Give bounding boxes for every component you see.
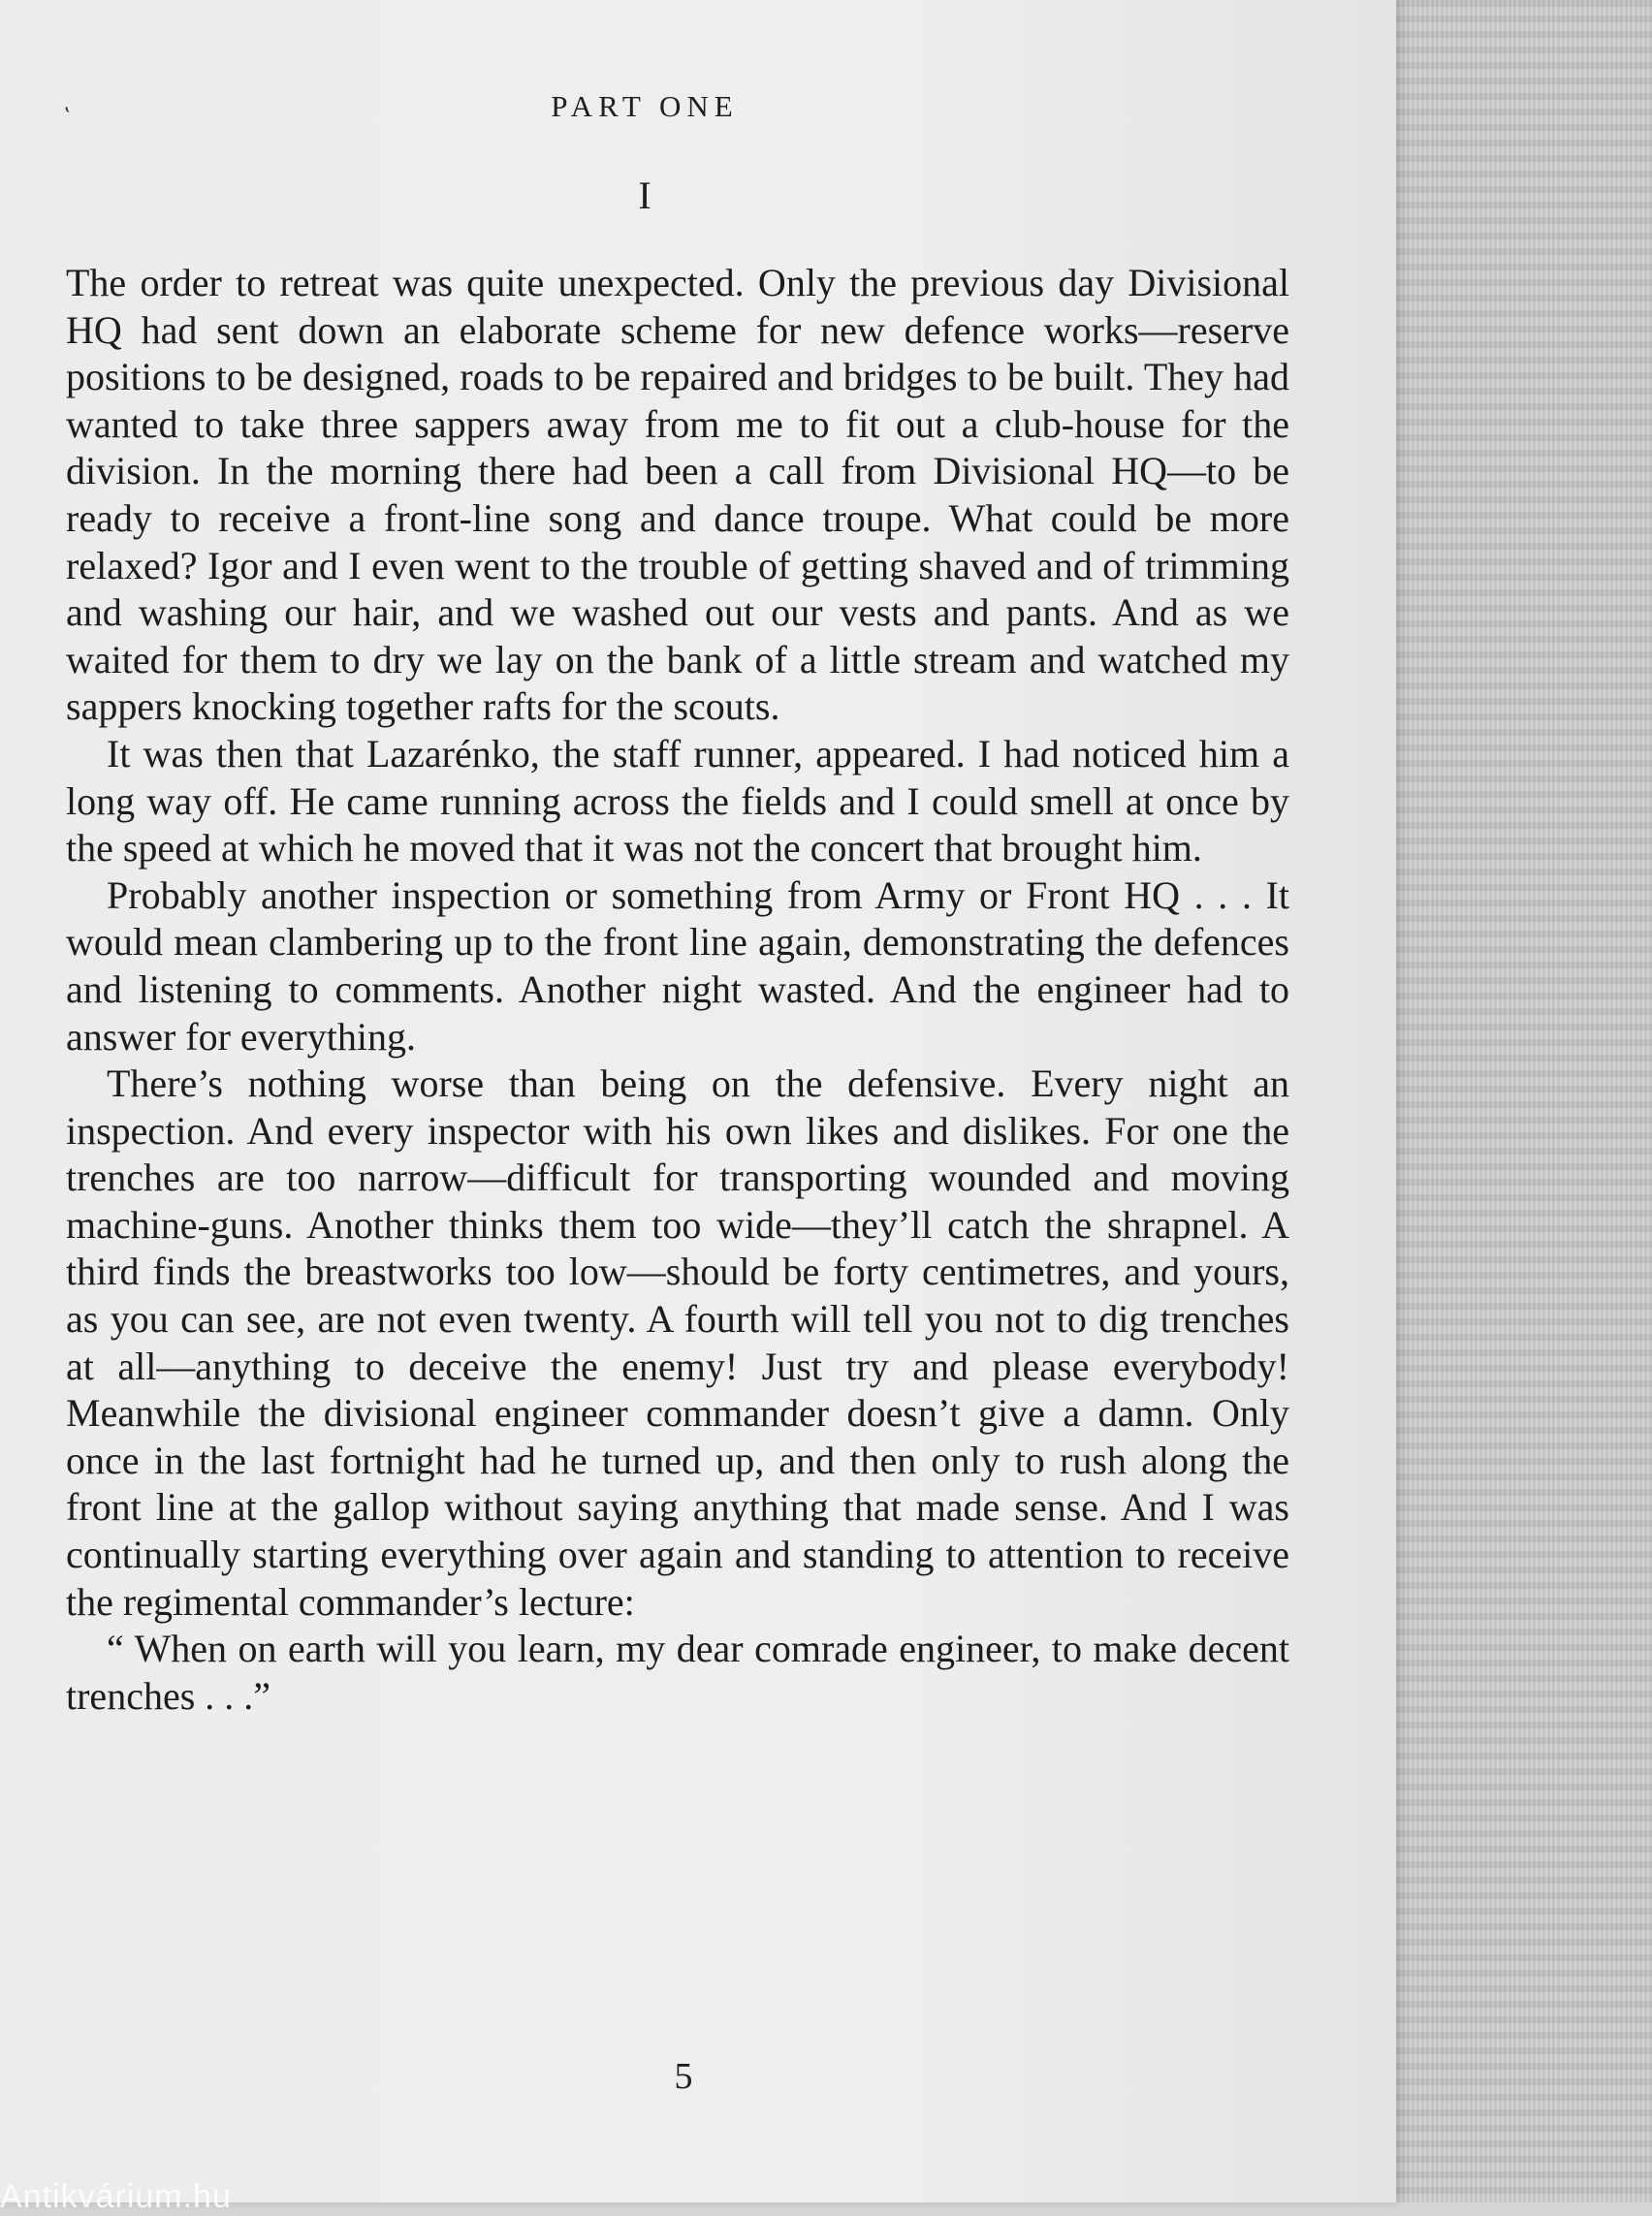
running-head: PART ONE bbox=[551, 89, 739, 123]
paragraph-4: There’s nothing worse than being on the defensive. Every night an inspection. And every inspector with his own likes and dislikes. For one the trenches are too narrow—difficult for transporting wounded and moving machine-guns. Another thinks them too wide—they’ll catch the shrapnel. A third finds the breastworks too low—should be forty centimetres, and yours, as you can see, are not even twenty. A fourth will tell you not to dig trenches at all—anything to deceive the enemy! Just try and please everybody! Meanwhile the divisional engineer commander doesn’t give a damn. Only once in the last fortnight had he turned up, and then only to rush along the front line at the gallop without saying anything that made sense. And I was continually starting everything over again and standing to attention to receive the regimental commander’s lecture: bbox=[66, 1061, 1289, 1624]
paragraph-2: It was then that Lazarénko, the staff runner, appeared. I had noticed him a long way off. He came running across the fields and I could smell at once by the speed at which he moved that it was not the concert that brought him. bbox=[66, 731, 1289, 871]
background-surface bbox=[1371, 0, 1652, 2202]
paragraph-1: The order to retreat was quite unexpected. Only the previous day Divisional HQ had sent down an elaborate scheme for new defence works—reserve positions to be designed, roads to be repaired and bridges to be built. They had wanted to take three sappers away from me to fit out a club-house for the division. In the morning there had been a call from Divisional HQ—to be ready to receive a front-line song and dance troupe. What could be more relaxed? Igor and I even went to the trouble of getting shaved and of trimming and washing our hair, and we washed out our vests and pants. And as we waited for them to dry we lay on the bank of a little stream and watched my sappers knocking together rafts for the scouts. bbox=[66, 261, 1289, 729]
paragraph-5: “ When on earth will you learn, my dear comrade engineer, to make decent trenches . . .” bbox=[66, 1627, 1289, 1718]
watermark: Antikvárium.hu bbox=[0, 2178, 232, 2215]
body-text bbox=[66, 260, 1289, 1720]
ink-speck: ‛ bbox=[64, 105, 71, 129]
paragraph-3: Probably another inspection or something from Army or Front HQ . . . It would mean clambering up to the front line again, demonstrating the defences and listening to comments. Another night wasted. And the engineer had to answer for everything. bbox=[66, 872, 1289, 1059]
chapter-number: I bbox=[638, 174, 651, 217]
page-number: 5 bbox=[674, 2056, 693, 2097]
